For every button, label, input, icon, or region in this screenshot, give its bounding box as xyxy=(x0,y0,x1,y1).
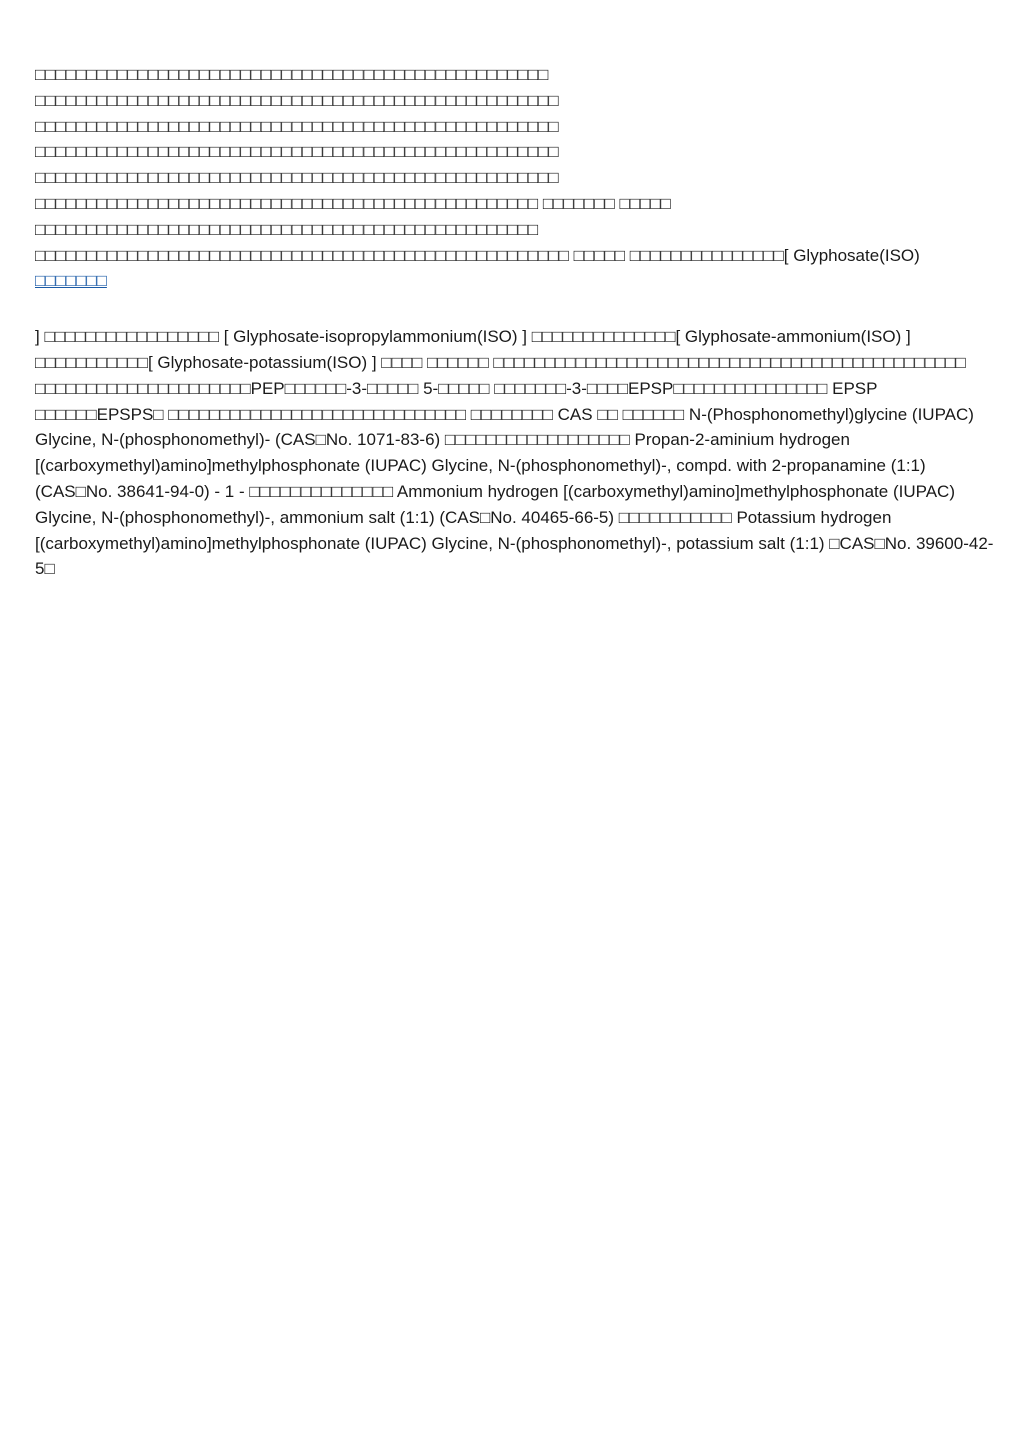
text-line: □□□□□□□□□□□□□□□□□□□□□□□□□□□□□□□□□□□□□□□□□□□□□□□□□ □□□□□□□ □□□□□ xyxy=(35,193,671,213)
text-line: □□□□□□□□□□□□□□□□□□□□□□□□□□□□□□□□□□□□□□□□□□□□□□□□□□□ xyxy=(35,90,559,110)
text-line: □□□□□□□□□□□□□□□□□□□□□□□□□□□□□□□□□□□□□□□□□□□□□□□□□□□ xyxy=(35,142,559,162)
intro-tail-text: □□□□□□□□□□□□□□□□□□□□□□□□□□□□□□□□□□□□□□□□□□□□□□□□□ □□□□□□□□□□□□□□□□□□□□□□□□□□□□□□□□□□□□□□□□□□□□□□□□□□□□ □□□□□ □□□□□□□□□□□□□□□[ Glyphosate(ISO) xyxy=(35,219,920,265)
text-line: □□□□□□□□□□□□□□□□□□□□□□□□□□□□□□□□□□□□□□□□□□□□□□□□□□ xyxy=(35,65,549,84)
text-line: □□□□□□□□□□□□□□□□□□□□□□□□□□□□□□□□□□□□□□□□□□□□□□□□□□□ xyxy=(35,168,559,188)
text-line-wrapped xyxy=(35,217,995,294)
substance-description-paragraph: ] □□□□□□□□□□□□□□□□□ [ Glyphosate-isopropylammonium(ISO) ] □□□□□□□□□□□□□□[ Glyphosate-ammonium(ISO) ] □□□□□□□□□□□[ Glyphosate-potassium(ISO) ] □□□□ □□□□□□ □□□□□□□□□□□□□□□□□□□□□□□□□□□□□□□□□□□□□□□□□□□□□□ □□□□□□□□□□□□□□□□□□□□□PEP□□□□□□-3-□□□□□ 5-□□□□□ □□□□□□□-3-□□□□EPSP□□□□□□□□□□□□□□□ EPSP □□□□□□EPSPS□ □□□□□□□□□□□□□□□□□□□□□□□□□□□□□ □□□□□□□□ CAS □□ □□□□□□ N-(Phosphonomethyl)glycine (IUPAC) Glycine, N-(phosphonomethyl)- (CAS□No. 1071-83-6) □□□□□□□□□□□□□□□□□□ Propan-2-aminium hydrogen [(carboxymethyl)amino]methylphosphonate (IUPAC) Glycine, N-(phosphonomethyl)-, compd. with 2-propanamine (1:1) (CAS□No. 38641-94-0) - 1 - □□□□□□□□□□□□□□ Ammonium hydrogen [(carboxymethyl)amino]methylphosphonate (IUPAC) Glycine, N-(phosphonomethyl)-, ammonium salt (1:1) (CAS□No. 40465-66-5) □□□□□□□□□□□ Potassium hydrogen [(carboxymethyl)amino]methylphosphonate (IUPAC) Glycine, N-(phosphonomethyl)-, potassium salt (1:1) □CAS□No. 39600-42-5□ xyxy=(35,327,994,579)
text-line: □□□□□□□□□□□□□□□□□□□□□□□□□□□□□□□□□□□□□□□□□□□□□□□□□□□ xyxy=(35,116,559,136)
intro-paragraph xyxy=(35,62,995,294)
paragraph-spacer xyxy=(35,294,995,324)
more-link[interactable]: □□□□□□□ xyxy=(35,271,107,291)
document-page xyxy=(35,62,995,582)
